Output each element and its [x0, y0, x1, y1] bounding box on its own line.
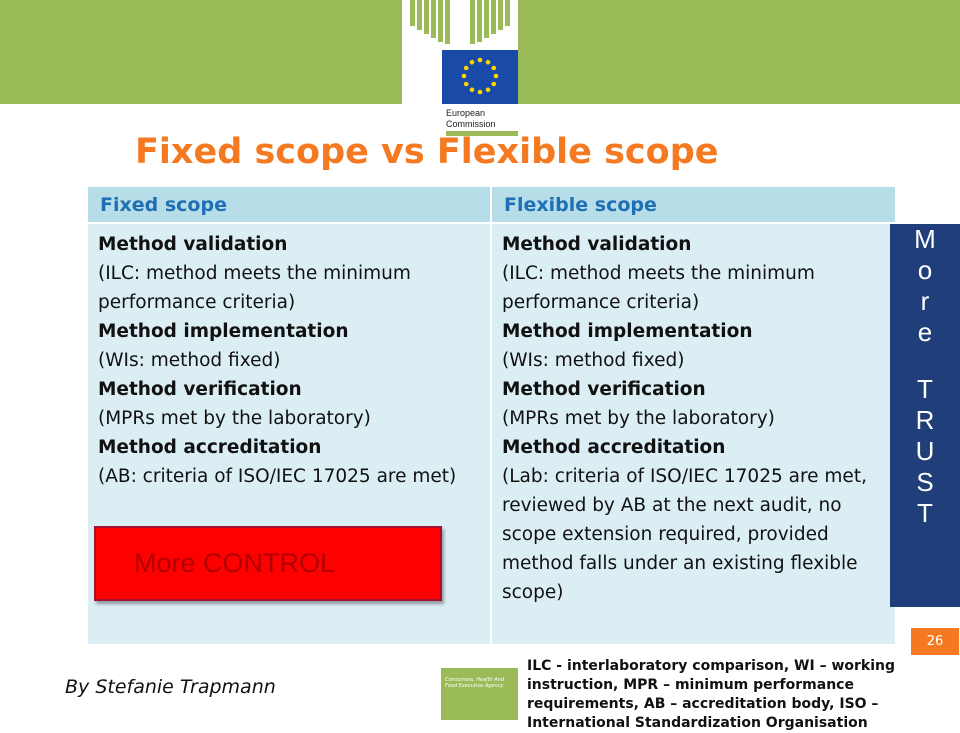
- fixed-item-text: (ILC: method meets the minimum performance criteria): [98, 263, 411, 313]
- footnote-abbreviations: ILC - interlaboratory comparison, WI – working instruction, MPR – minimum performance requirements, AB – accreditation body, ISO – International Standardization Organisation: [527, 658, 896, 731]
- trust-letter: U: [915, 436, 935, 466]
- flexible-item-heading: Method verification: [502, 379, 706, 400]
- trust-letter: S: [916, 467, 934, 497]
- fixed-scope-header: Fixed scope: [88, 187, 490, 222]
- flexible-item-text: (MPRs met by the laboratory): [502, 408, 775, 429]
- fixed-item-text: (MPRs met by the laboratory): [98, 408, 371, 429]
- fixed-item-text: (AB: criteria of ISO/IEC 17025 are met): [98, 466, 457, 487]
- more-trust-box: [890, 224, 960, 607]
- flexible-scope-cell: [492, 224, 895, 644]
- flexible-item-heading: Method accreditation: [502, 437, 726, 458]
- trust-letter: T: [917, 374, 933, 404]
- more-control-label: More CONTROL: [134, 548, 336, 578]
- european-commission-logo: [402, 0, 518, 136]
- trust-word-gap: [890, 348, 960, 374]
- flexible-item-heading: Method validation: [502, 234, 692, 255]
- flexible-item-heading: Method implementation: [502, 321, 753, 342]
- trust-letter: r: [920, 286, 930, 316]
- logo-text-line1: European: [446, 108, 486, 118]
- page-number: 26: [911, 628, 959, 655]
- flexible-item-text: (Lab: criteria of ISO/IEC 17025 are met, reviewed by AB at the next audit, no scope extension required, provided method falls under an existing flexible scope): [502, 466, 867, 603]
- fixed-item-heading: Method implementation: [98, 321, 349, 342]
- fixed-item-text: (WIs: method fixed): [98, 350, 281, 371]
- trust-letter: M: [914, 224, 936, 254]
- slide-title: Fixed scope vs Flexible scope: [135, 132, 719, 172]
- more-control-box: [94, 526, 442, 601]
- trust-letter: R: [915, 405, 935, 435]
- flexible-item-text: (WIs: method fixed): [502, 350, 685, 371]
- flexible-scope-header: Flexible scope: [492, 187, 895, 222]
- logo-text-line2: Commission: [446, 119, 496, 129]
- trust-letter: T: [917, 498, 933, 528]
- agency-logo-text: Consumers, Health And Food Executive Agency: [445, 677, 505, 689]
- fixed-item-heading: Method verification: [98, 379, 302, 400]
- flexible-item-text: (ILC: method meets the minimum performance criteria): [502, 263, 815, 313]
- author-credit: By Stefanie Trapmann: [65, 676, 276, 698]
- trust-letter: e: [917, 317, 933, 347]
- fixed-item-heading: Method validation: [98, 234, 288, 255]
- fixed-item-heading: Method accreditation: [98, 437, 322, 458]
- agency-logo: [441, 668, 518, 720]
- trust-letter: o: [917, 255, 933, 285]
